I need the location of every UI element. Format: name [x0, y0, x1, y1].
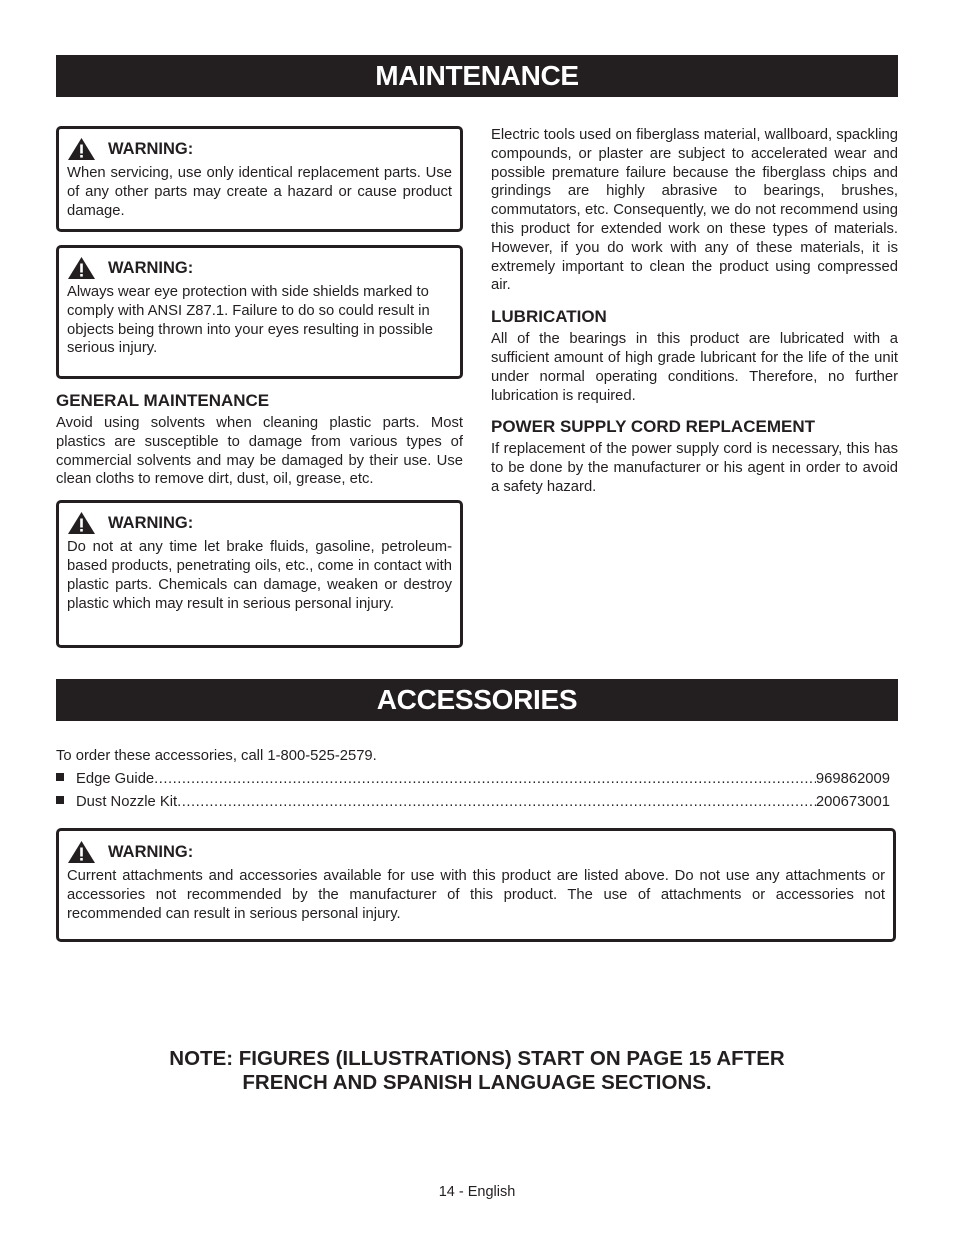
square-bullet-icon: [56, 773, 64, 781]
warning-box-eye-protection: [56, 245, 463, 379]
accessory-name: Edge Guide: [76, 771, 155, 787]
warning-box-accessories: [56, 828, 896, 942]
lubrication-section: [491, 307, 898, 405]
warning-triangle-icon: [67, 256, 96, 280]
general-maintenance-text: Avoid using solvents when cleaning plastic parts. Most plastics are susceptible to damage from various types of commercial solvents and may be damaged by their use. Use clean cloths to remove dirt, dust, oil, grease, etc.: [56, 415, 463, 488]
warning-text: Do not at any time let brake fluids, gasoline, petroleum-based products, penetrating oils, etc., come in contact with plastic parts. Chemicals can damage, weaken or destroy plastic which may result in serious personal injury.: [67, 539, 452, 612]
lubrication-text: All of the bearings in this product are lubricated with a sufficient amount of high grade lubricant for the life of the unit under normal operating conditions. Therefore, no further lubrication is required.: [491, 331, 898, 404]
warning-box-replacement-parts: [56, 126, 463, 232]
general-maintenance-heading: GENERAL MAINTENANCE: [56, 391, 270, 410]
list-item: [56, 794, 890, 817]
warning-header: [67, 839, 885, 865]
accessory-name: Dust Nozzle Kit: [76, 794, 178, 810]
power-cord-text: If replacement of the power supply cord is necessary, this has to be done by the manufacturer or his agent in order to avoid a safety hazard.: [491, 441, 898, 495]
warning-header: [67, 255, 452, 281]
power-cord-section: [491, 417, 898, 496]
warning-text: Always wear eye protection with side shields marked to comply with ANSI Z87.1. Failure to do so could result in objects being thrown into your eyes resulting in possible serious injury.: [67, 284, 434, 357]
warning-triangle-icon: [67, 511, 96, 535]
warning-label: WARNING:: [108, 842, 194, 861]
lubrication-heading: LUBRICATION: [491, 307, 607, 327]
warning-text: Current attachments and accessories available for use with this product are listed above. Do not use any attachments or accessories not recommended by the manufacturer of this product. The use of attachments or accessories not recommended can result in serious personal injury.: [67, 868, 885, 922]
list-item: [56, 771, 890, 794]
warning-header: [67, 510, 452, 536]
figures-note: [56, 1047, 898, 1095]
dot-leader: [177, 794, 816, 810]
accessories-intro: To order these accessories, call 1-800-525-2579.: [56, 748, 377, 764]
warning-triangle-icon: [67, 840, 96, 864]
accessories-title: ACCESSORIES: [376, 684, 578, 715]
warning-text: When servicing, use only identical replacement parts. Use of any other parts may create a hazard or cause product damage.: [67, 165, 452, 219]
warning-box-chemicals: [56, 500, 463, 648]
general-maintenance-section: [56, 391, 463, 489]
warning-triangle-icon: [67, 137, 96, 161]
left-column: [56, 126, 463, 648]
accessory-part-number: 969862009: [815, 771, 890, 787]
accessories-banner: [56, 679, 898, 721]
accessory-part-number: 200673001: [815, 794, 890, 810]
warning-label: WARNING:: [108, 513, 194, 532]
dot-leader: [154, 771, 816, 787]
maintenance-title: MAINTENANCE: [375, 60, 579, 91]
warning-label: WARNING:: [108, 258, 194, 277]
page-footer: 14 - English: [438, 1184, 516, 1200]
right-column: [491, 126, 898, 497]
power-cord-heading: POWER SUPPLY CORD REPLACEMENT: [491, 417, 815, 437]
accessories-list: [56, 771, 890, 817]
note-line-2: FRENCH AND SPANISH LANGUAGE SECTIONS.: [242, 1071, 712, 1094]
fiberglass-paragraph: Electric tools used on fiberglass material, wallboard, spackling compounds, or plaster are subject to accelerated wear and possible premature failure because the fiberglass chips and grindings are highly abrasive to bearings, brushes, commutators, etc. Consequently, we do not recommend using this product for extended work on these types of materials. However, if you do work with any of these materials, it is extremely important to clean the product using compressed air.: [491, 127, 898, 294]
note-line-1: NOTE: FIGURES (ILLUSTRATIONS) START ON PAGE 15 AFTER: [169, 1047, 785, 1070]
warning-header: [67, 136, 452, 162]
square-bullet-icon: [56, 796, 64, 804]
warning-label: WARNING:: [108, 139, 194, 158]
maintenance-banner: [56, 55, 898, 97]
